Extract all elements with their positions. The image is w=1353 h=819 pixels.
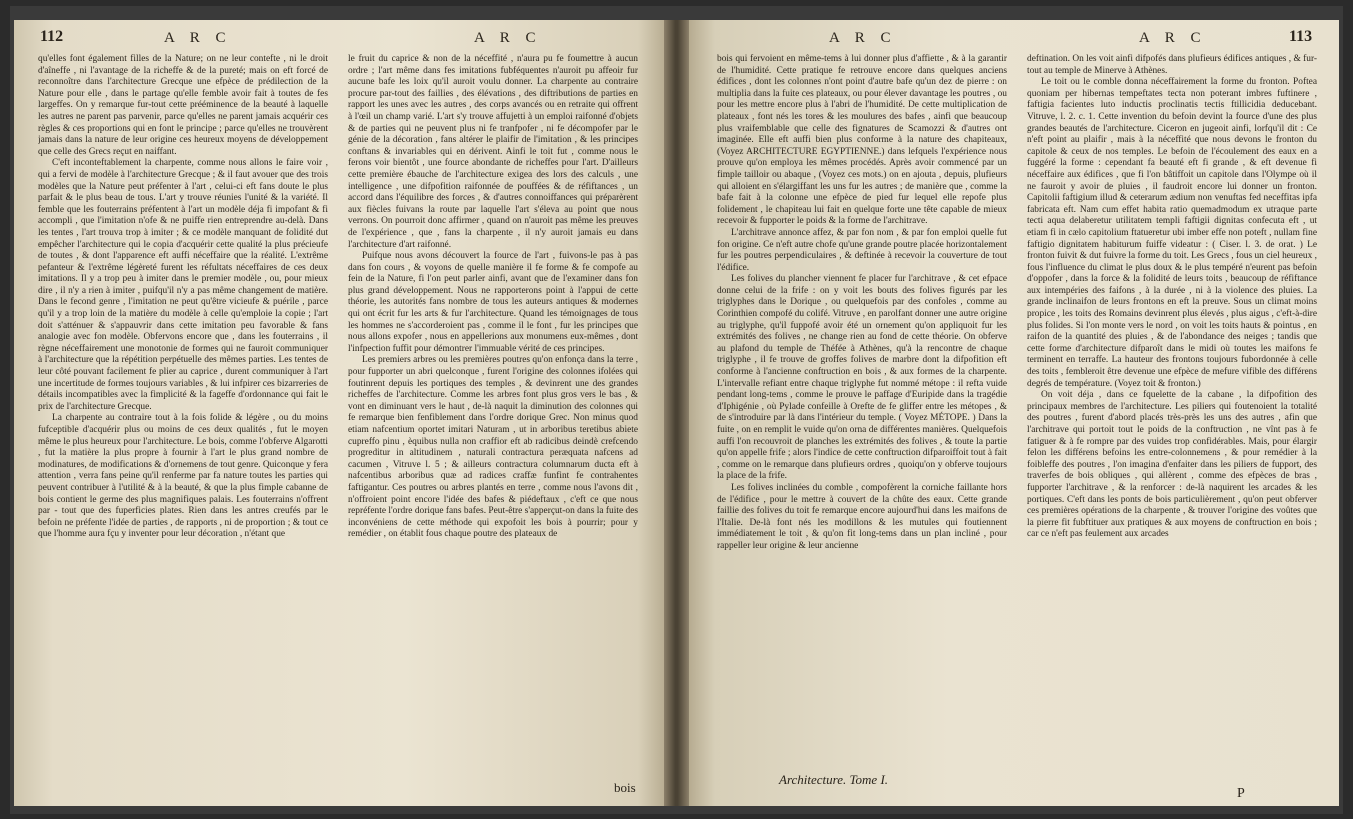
left-page bbox=[14, 20, 664, 806]
paragraph: bois qui fervoient en même-tems à lui donner plus d'affiette , & à la garantir de l'humidité. Cette pratique fe retrouve encore dans quelques anciens édifices , dont les colonnes n'ont point d'autre bafe qu'un dez de pierre : on multiplia dans la fuite ces plateaux, ou pour élever davantage les poutres , ou pour les mettre encore plus à l'abri de l'humidité. De cette multiplication de plateaux , font nés les tores & les moulures des bafes , ainfi que beaucoup plus vraifemblable que celle des fignatures de Scamozzi & d'autres ont imaginée. Elle eft auffi bien plus conforme à la nature des chapiteaux, (Voyez ARCHITECTURE EGYPTIENNE.) dans lefquels l'expérience nous prouve qu'on employa les mêmes procédés. Après avoir commencé par un fimple tailloir ou abaque , (Voyez ces mots.) on en ajouta , depuis, plufieurs qui alloient en s'élargiffant les uns fur les autres ; de manière que , comme la bafe fait à la colonne une efpèce de pied fur lequel elle repofe plus folidement , le chapiteau lui fait en quelque forte une tête capable de mieux recevoir & fupporter le poids & la forme de l'architrave. bbox=[717, 54, 1007, 227]
paragraph: deftination. On les voit ainfi difpofés dans plufieurs édifices antiques , & fur-tout au temple de Minerve à Athènes. bbox=[1027, 54, 1317, 76]
running-head-right-column: A R C bbox=[1139, 30, 1207, 46]
catchword: bois bbox=[614, 780, 636, 795]
paragraph: On voit déja , dans ce fquelette de la cabane , la difpofition des principaux membres de l'architecture. Les piliers qui foutenoient la totalité des poutres , furent d'abord placés très-près les uns des autres , afin que l'architrave qui portoit tout le poids de la conftruction , ne vînt pas à fe fatiguer & à fe rompre par des vuides trop confidérables. Mais, pour élargir felon les différens befoins les entre-colonnemens , & pour remédier à la foibleffe des poutres , l'on imagina d'enfaiter dans les piliers de fupport, des traverfes de bois obliques , qui allèrent , comme des efpèces de bras , fupporter l'architrave , & la renforcer : de-là naquirent les arcades & les portiques. C'eft dans les ponts de bois particulièrement , qu'on peut obferver ces premières opérations de la charpente , & trouver l'origine des voûtes que la pierre fit fubftituer aux pratiques & aux moyens de conftruction en bois ; car ce n'eft pas feulement aux arcades bbox=[1027, 390, 1317, 540]
footer-title: Architecture. Tome I. bbox=[779, 772, 889, 787]
text-column-1 bbox=[38, 54, 328, 794]
text-column-2 bbox=[1027, 54, 1317, 794]
paragraph: Les folives du plancher viennent fe placer fur l'architrave , & cet efpace donne celui de la frife : on y voit les bouts des folives figurés par les triglyphes dans le Dorique , ou quelquefois par des confoles , comme au Corinthien compofé du colifé. Vitruve , en parolfant donner une autre origine au triglyphe, qu'il fuppofé avoir été un ornement qu'on appliquoit fur les extrémités des folives , ne change rien au fond de cette théorie. On obferve au plafond du temple de Théfée à Athènes, qu'à la rencontre de chaque triglyphe , il fe trouve de groffes folives de marbre dont la difpofition eft conforme à l'ancienne conftruction en bois , & aux formes de la charpente. L'intervalle refiant entre chaque triglyphe fut nommé métope : il refta vuide pendant long-tems , comme le prouve le paffage d'Euripide dans la tragédie d'Iphigénie , où Pylade confeille à Orefte de fe gliffer entre les métopes , & de s'introduire par là dans l'intérieur du temple. ( Voyez MÉTOPE. ) Dans la fuite , on en remplit le vuide qu'on orna de différentes manières. Quelquefois auffi l'on recouvroit de planches les extrémités des folives , & toute la partie qu'on appelle frife ; alors l'indice de cette conftruction difparoiffoit tout à fait , comme on le remarque dans plufieurs ordres , quoiqu'on y obferve toujours la place de la frife. bbox=[717, 274, 1007, 482]
signature-mark: P bbox=[1237, 786, 1245, 801]
book-gutter bbox=[664, 20, 689, 806]
paragraph: La charpente au contraire tout à la fois folide & légère , ou du moins fufceptible d'acquérir plus ou moins de ces deux qualités , fut le moyen même le plus heureux pour l'architecture. Le bois, comme l'obferve Algarotti , fut la matière la plus propre à fournir à l'art le plus grand nombre de modinatures, de modifications & d'ornemens de tout genre. Quiconque y fera attention , verra fans peine qu'il renferme par fa nature toutes les parties qui peuvent contribuer à l'utilité & à la beauté, & que la plus fimple cabanne de bois contient le germe des plus magnifiques palais. Les fouterrains n'offrent par - tout que des fuperficies plates. Rien dans les antres creufés par le befoin ne préfente l'idée de parties , de rapports , ni de proportion ; & tout ce que l'homme aura fçu y inventer pour leur décoration , n'étant que bbox=[38, 413, 328, 540]
right-page bbox=[689, 20, 1339, 806]
page-number: 112 bbox=[40, 28, 64, 45]
paragraph: Les folives inclinées du comble , compofèrent la corniche faillante hors de l'édifice , pour le mettre à couvert de la chûte des eaux. Cette grande faillie des folives du toit fe remarque encore aujourd'hui dans les maifons de l'Italie. De-là font nés les modillons & les mutules qui foutiennent immédiatement le toit , & qu'on fit long-tems dans un plan incliné , pour rappeller leur origine & leur ancienne bbox=[717, 482, 1007, 551]
running-head-right-column: A R C bbox=[474, 30, 542, 46]
page-number: 113 bbox=[1289, 28, 1313, 45]
paragraph: L'architrave annonce affez, & par fon nom , & par fon emploi quelle fut fon origine. Ce n'eft autre chofe qu'une grande poutre placée horizontalement fur les poutres perpendiculaires , & deftinée à recevoir la couverture de tout l'édifice. bbox=[717, 227, 1007, 273]
running-head: A R C bbox=[164, 30, 232, 46]
text-column-1 bbox=[717, 54, 1007, 772]
paragraph: Les premiers arbres ou les premières poutres qu'on enfonça dans la terre , pour fupporter un abri quelconque , furent l'origine des colonnes ifolées qui foutinrent depuis les portiques des temples , & devinrent une des grandes richeffes de l'architecture. Comme les arbres font plus gros vers le bas , & vont en diminuant vers le haut , de-là naquit la diminution des colonnes qui fe remarque bien fenfiblement dans l'ordre dorique Grec. Non minus quod etiam nafcentium oportet imitari Naturam , ut in arboribus teretibus abiete cupreffo pinu , èquibus nulla non craffior eft ab radicibus deindè crefcendo progreditur in altitudinem , naturali contractura peræquata nafcens ad cacumen , Vitruve l. 5 ; & ailleurs contractura columnarum ducta eft à nafcentibus arboribus quæ ad radices craffæ funfint fe contrahentes faftigantur. Ces poutres ou arbres plantés en terre , comme nous l'avons dit , n'offroient point encore l'idée des bafes & piédeftaux , c'eft ce que nous repréfente l'ordre dorique fans bafes. Peut-être s'apperçut-on dans la fuite des inconvéniens de cette méthode qui expofoit les bois à pourrir; pour y remédier , on établit fous chaque poutre des plateaux de bbox=[348, 355, 638, 540]
paragraph: C'eft inconteftablement la charpente, comme nous allons le faire voir , qui a fervi de modèle à l'architecture Grecque ; & il faut avouer que des trois modèles que la Nature peut préfenter à l'art , celui-ci eft fans doute le plus parfait & le plus beau de tous. L'art y trouve réunies l'unité & la variété. Il femble que les fouterrains préfentent à l'art un modèle déja fi impofant & fi accompli , que l'imitation n'ofe & ne puiffe rien entreprendre au-delà. Dans les tentes , l'art trouva trop à imiter ; & ce modèle manquant de folidité dut empêcher l'architecture qui le copia d'acquérir cette qualité la plus précieufe de toutes , & dont l'apparence eft auffi néceffaire que la réalité. L'extrême pefanteur & l'extrême légèreté furent les réfultats néceffaires de ces deux imitations. Il y a trop peu à imiter dans le premier modèle , ou, pour mieux dire , il n'y a rien à imiter , puifqu'il n'y a pas même changement de matière. Dans le fecond genre , l'imitation ne peut qu'être vicieufe & puérile , parce qu'il y a trop loin de la matière du modèle à celle qu'emploie la copie ; l'art doit s'atténuer & s'appauvrir dans cette imitation peu favorable & fans analogie avec fon modèle. Obfervons encore que , dans les fouterrains , il règne néceffairement une monotonie de formes qui ne fauroit communiquer à l'architecture que la répétition perpétuelle des mêmes parties. Les tentes de leur côté pouvant facilement fe plier au caprice , durent communiquer à l'art une incertitude de formes toujours variables , & lui infpirer ces bizarreries de détails incompatibles avec la fimplicité & la fageffe d'ordonnance qui fait le prix de l'architecture Grecque. bbox=[38, 158, 328, 412]
paragraph: Puifque nous avons découvert la fource de l'art , fuivons-le pas à pas dans fon cours , & voyons de quelle manière il fe forme & fe compofe au fein de la Nature, fi l'on peut parler ainfi, avant que de l'examiner dans fon plus grand développement. Nous ne rapporterons point à l'appui de cette théorie, les autorités fans nombre de tous les auteurs antiques & modernes qui ont écrit fur les arts & fur l'architecture. Quand les témoignages de tous les hommes ne s'accorderoient pas , comme il le font , fur les principes que nous allons expofer , nous en appellerions aux monumens eux-mêmes , dont l'infpection fuffit pour démontrer l'immuable vérité de ces principes. bbox=[348, 251, 638, 354]
paragraph: le fruit du caprice & non de la néceffité , n'aura pu fe foumettre à aucun ordre ; l'art même dans fes imitations fubféquentes n'auroit pu affeoir fur aucune bafe les loix qu'il auroit voulu donner. La charpente au contraire procure par-tout des faillies , des élévations , des diftributions de parties en rapport les unes avec les autres , des corps avancés ou en retraite qui offrent à l'œil un champ varié. L'art s'y trouve affujetti à un emploi raifonné d'objets & de parties qui ne peuvent plus ni fe tranfpofer , ni fe décompofer par le génie de la décoration , fans altérer le plaifir de l'imitation , & les principes conftans & invariables qui en dérivent. Ainfi le toit fut , comme nous le ferons voir bientôt , une fource abondante de richeffes pour l'art. D'ailleurs cette première ébauche de l'architecture exigea des lors des calculs , une intelligence , une difpofition raifonnée de pouffées & de réfiftances , un accord dans l'équilibre des forces , & d'autres connoiffances qui préparèrent aux fiècles fuivans la route par laquelle l'art s'éleva au point que nous verrons. On pourroit donc affirmer , quand on n'auroit pas même les preuves de l'expérience , que , fans la charpente , il n'y auroit jamais eu dans l'architecture d'art raifonné. bbox=[348, 54, 638, 250]
paragraph: qu'elles font également filles de la Nature; on ne leur contefte , ni le droit d'aîneffe , ni l'avantage de la richeffe & de la pureté; mais on eft forcé de reconnoître dans l'architecture Grecque une efpèce de prédilection de la Nature pour elle , dans le partage qu'elle femble avoir fait à toutes de fes largeffes. On y remarque fur-tout cette prééminence de la beauté à laquelle les autres ne parent pas parvenir, parce qu'elles ne parent jamais acquérir ces règles & ces proportions qui en font le principe ; parce qu'elles ne trouvèrent jamais dans la nature de leur origine ces heureux moyens de développement que celle des Grecs reçut en naiffant. bbox=[38, 54, 328, 157]
book-spread bbox=[10, 6, 1343, 814]
running-head: A R C bbox=[829, 30, 897, 46]
paragraph: Le toit ou le comble donna néceffairement la forme du fronton. Poftea quoniam per hibernas tempeftates tecta non poterant imbres fuftinere , faftigia facientes luto inductis proclinatis tectis ftillicidia deducebant. Vitruve, l. 2. c. 1. Cette invention du befoin devint la fource d'une des plus grandes beautés de l'architecture. Ciceron en jugeoit ainfi, lorfqu'il dit : Ce n'eft point au plaifir , mais à la néceffité que nous devons le fronton du capitole & ceux de nos temples. Le befoin de l'écoulement des eaux en a fuggéré la forme : cependant fa beauté eft fi grande , & eft devenue fi néceffaire aux édifices , que fi l'on bâtiffoit un capitole dans l'Olympe où il ne fauroit y avoir de pluies , il faudroit encore lui donner un fronton. Capitolii faftigium illud & ceterarum ædium non venuftas fed neceffitas ipfa fabricata eft. Nam cum effet habita ratio quemadmodum ex utraque parte tecti aqua delaberetur utilitatem templi faftigii dignitas confecuta eft , ut etiam fi in cælo capitolium ftatueretur ubi imber effe non poteft , nullam fine faftigio dignitatem habiturum fuiffe videatur : ( Ciser. l. 3. de orat. ) Le fronton fuivit & dut fuivre la forme du toit. Les Grecs , fous un ciel heureux , fous l'influence du climat le plus doux & le plus tempéré n'eurent pas befoin d'oppofer , dans la force & la folidité de leurs toits , beaucoup de réfiftance aux intempéries des faifons , à la durée , ni à la violence des pluies. La grande inclinaifon de leurs frontons en eft la preuve. Sous un climat moins propice , les toits des Romains devinrent plus élevés , plus aigus , c'eft-à-dire plus folides. Si l'on monte vers le nord , on voit les toits hauts & pointus , en raifon de la quantité des pluies , & de l'abondance des neiges ; tandis que cette forme d'architecture difparoît dans le midi où toutes les maifons fe terminent en terraffe. La hauteur des frontons toujours fubordonnée à celle des toits , fembleroit être devenue une efpèce de mefure vifible des différens degrés de température. (Voyez toit & fronton.) bbox=[1027, 77, 1317, 389]
text-column-2 bbox=[348, 54, 638, 794]
